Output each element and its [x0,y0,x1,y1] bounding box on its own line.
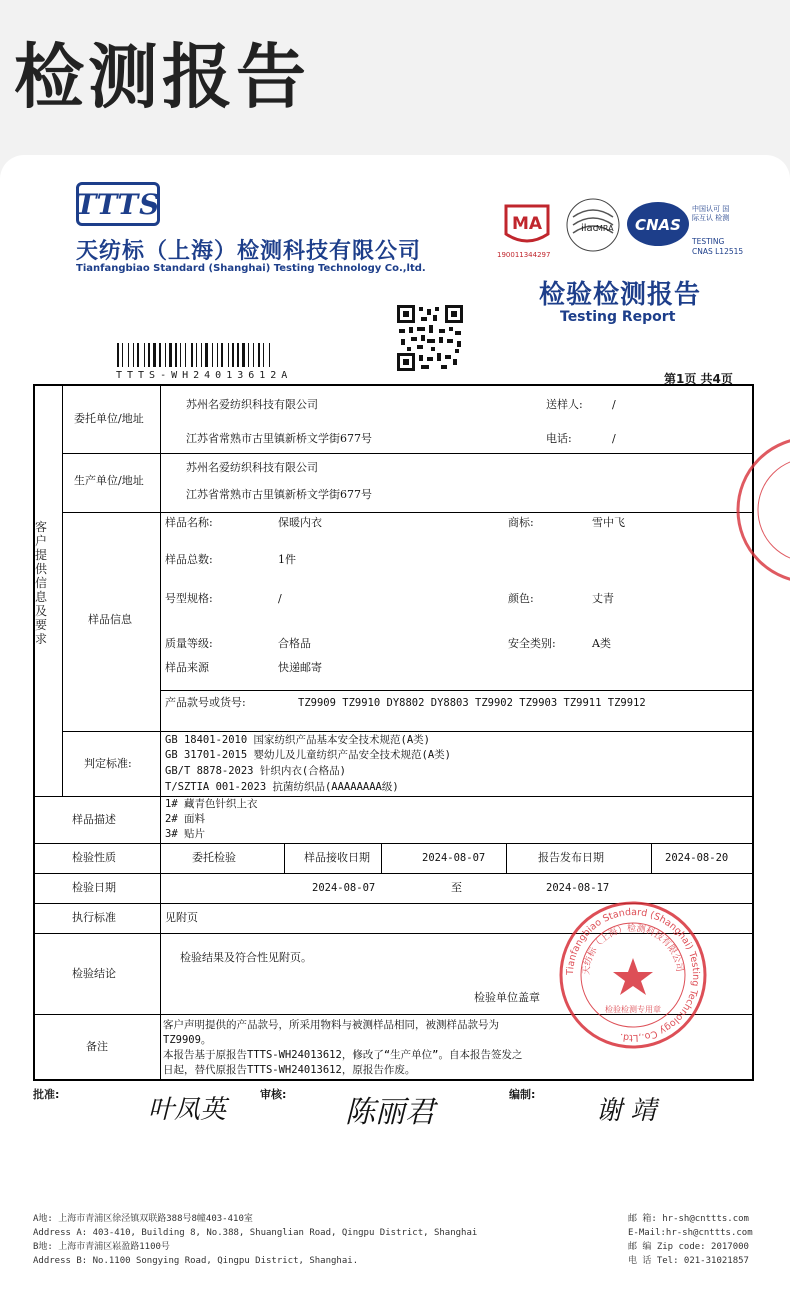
receive-date: 2024-08-07 [422,852,486,864]
stamp-ring-text: Tianfangbiao Standard (Shanghai) Testing Technology Co.,Ltd. [564,906,702,1044]
remarks-line: 日起，替代原报告TTTS-WH24013612，原报告作废。 [163,1064,416,1076]
barcode-bar [122,343,123,367]
description-label: 样品描述 [72,813,116,826]
barcode-bar [133,343,134,367]
footer-email-cn: 邮 箱: hr-sh@cnttts.com [628,1214,749,1224]
standard-line: GB 31701-2015 婴幼儿及儿童纺织产品安全技术规范(A类) [165,749,451,761]
divider [284,843,285,873]
nature-value: 委托检验 [192,851,236,864]
producer-address: 江苏省常熟市古里镇新桥文学街677号 [186,488,372,501]
brand-label: 商标: [508,516,534,529]
remarks-line: 本报告基于原报告TTTS-WH24013612，修改了“生产单位”。自本报告签发之 [163,1049,523,1061]
date-to-label: 至 [451,881,462,894]
barcode-bar [153,343,156,367]
cnas-logo [625,200,691,252]
receive-label: 样品接收日期 [304,851,370,864]
issue-date: 2024-08-20 [665,852,729,864]
client-name: 苏州名爱纺织科技有限公司 [186,398,318,411]
barcode-bar [185,343,186,367]
qr-code [397,305,463,371]
cnas-note: 中国认可 国际互认 检测 [692,205,730,222]
cma-code: 190011344297 [497,251,551,259]
source-label: 样品来源 [165,661,209,674]
remarks-line: TZ9909。 [163,1034,212,1046]
approve-signature: 叶凤英 [148,1095,227,1125]
barcode-bar [128,343,129,367]
sample-name: 保暖内衣 [278,516,322,529]
barcode-bar [117,343,119,367]
footer-zip: 邮 编 Zip code: 2017000 [628,1242,749,1252]
divider [381,843,382,873]
date-to: 2024-08-17 [546,882,610,894]
date-from: 2024-08-07 [312,882,376,894]
edit-label: 编制: [509,1088,536,1101]
company-logo: TTTS [76,182,160,226]
conclusion-text: 检验结果及符合性见附页。 [180,951,312,964]
edit-signature: 谢 靖 [596,1096,657,1126]
description-line: 1# 藏青色针织上衣 [165,798,258,810]
divider [33,796,754,797]
barcode-bar [159,343,161,367]
footer-address-a-cn: A地: 上海市青浦区徐泾镇双联路388号8幢403-410室 [33,1214,253,1224]
barcode-bar [242,343,245,367]
divider [33,873,754,874]
cnas-text: CNAS [635,216,681,234]
barcode [117,343,317,369]
nature-label: 检验性质 [72,851,116,864]
sender-label: 送样人: [546,398,583,411]
brand-value: 雪中飞 [592,516,625,529]
footer-address-b-en: Address B: No.1100 Songying Road, Qingpu District, Shanghai. [33,1256,359,1266]
barcode-bar [263,343,264,367]
cnas-code: CNAS L12515 [692,247,744,256]
barcode-bar [248,343,249,367]
footer-email-en: E-Mail:hr-sh@cnttts.com [628,1228,753,1238]
exec-value: 见附页 [165,911,198,924]
standard-line: GB/T 8878-2023 针织内衣(合格品) [165,765,346,777]
divider [160,690,754,691]
barcode-bar [228,343,229,367]
phone-label: 电话: [546,432,572,445]
stamp-bottom-text: 检验检测专用章 [605,1005,661,1014]
standards-label: 判定标准: [84,757,132,770]
producer-label: 生产单位/地址 [74,474,144,487]
issue-label: 报告发布日期 [538,851,604,864]
style-label: 产品款号或货号: [165,696,246,709]
report-title-cn: 检验检测报告 [539,280,702,310]
grade-value: 合格品 [278,637,311,650]
exec-label: 执行标准 [72,911,116,924]
divider [62,453,754,454]
divider [506,843,507,873]
cma-logo [498,200,556,252]
description-line: 3# 贴片 [165,828,205,840]
barcode-bar [180,343,181,367]
barcode-bar [191,343,193,367]
cma-text: MA [511,214,543,234]
client-info-side-label: 客户提供信息及要求 [34,520,47,646]
review-label: 审核: [260,1088,287,1101]
client-address: 江苏省常熟市古里镇新桥文学街677号 [186,432,372,445]
divider [651,843,652,873]
barcode-bar [169,343,172,367]
partial-stamp [735,435,790,585]
ilac-mra-logo [565,195,621,257]
remarks-line: 客户声明提供的产品款号，所采用物料与被测样品相同，被测样品款号为 [163,1019,499,1031]
page-heading: 检测报告 [14,36,310,118]
sample-info-label: 样品信息 [88,613,132,626]
date-label: 检验日期 [72,881,116,894]
barcode-bar [237,343,239,367]
report-number: TTTS-WH24013612A [116,370,293,381]
page-number: 第1页 共4页 [664,372,733,386]
remarks-label: 备注 [86,1040,108,1053]
model-value: / [278,592,282,605]
conclusion-label: 检验结论 [72,967,116,980]
barcode-bar [258,343,260,367]
ilac-text: ilac [581,223,599,234]
divider [62,384,63,796]
grade-label: 质量等级: [165,637,213,650]
standard-line: GB 18401-2010 国家纺织产品基本安全技术规范(A类) [165,734,430,746]
divider [62,731,754,732]
barcode-bar [144,343,145,367]
barcode-bar [196,343,197,367]
phone-value: / [612,432,616,445]
style-numbers: TZ9909 TZ9910 DY8802 DY8803 TZ9902 TZ9903 TZ9911 TZ9912 [298,697,646,709]
color-label: 颜色: [508,592,534,605]
standard-line: T/SZTIA 001-2023 抗菌纺织品(AAAAAAAA级) [165,781,399,793]
source-value: 快递邮寄 [278,661,322,674]
ilac-mra-text: MRA [596,224,614,233]
review-signature: 陈丽君 [345,1095,435,1130]
barcode-bar [269,343,270,367]
barcode-bar [175,343,177,367]
barcode-bar [253,343,254,367]
sample-count-label: 样品总数: [165,553,213,566]
color-value: 丈青 [592,592,614,605]
company-name-cn: 天纺标（上海）检测科技有限公司 [76,239,422,264]
cnas-testing: TESTING [692,237,725,246]
report-title-en: Testing Report [560,309,676,325]
seal-label: 检验单位盖章 [474,991,540,1004]
approve-label: 批准: [33,1088,60,1101]
description-line: 2# 面料 [165,813,205,825]
safety-value: A类 [592,637,611,650]
model-label: 号型规格: [165,592,213,605]
sample-count: 1件 [278,553,296,566]
inspection-stamp [558,900,708,1050]
producer-name: 苏州名爱纺织科技有限公司 [186,461,318,474]
footer-address-a-en: Address A: 403-410, Building 8, No.388, Shuanglian Road, Qingpu District, Shanghai [33,1228,478,1238]
divider [33,843,754,844]
barcode-bar [217,343,218,367]
client-label: 委托单位/地址 [74,412,144,425]
barcode-bar [232,343,234,367]
barcode-bar [205,343,208,367]
divider [62,512,754,513]
barcode-bar [221,343,223,367]
barcode-bar [212,343,213,367]
barcode-bar [165,343,166,367]
sample-name-label: 样品名称: [165,516,213,529]
barcode-bar [201,343,202,367]
stamp-inner-text: 天纺标（上海）检测科技有限公司 [581,923,685,976]
divider [160,384,161,1081]
sender-value: / [612,398,616,411]
footer-tel: 电 话 Tel: 021-31021857 [628,1256,749,1266]
footer-address-b-cn: B地: 上海市青浦区崧盈路1100号 [33,1242,170,1252]
safety-label: 安全类别: [508,637,556,650]
barcode-bar [137,343,139,367]
barcode-bar [148,343,150,367]
company-name-en: Tianfangbiao Standard (Shanghai) Testing Technology Co.,ltd. [76,263,426,274]
